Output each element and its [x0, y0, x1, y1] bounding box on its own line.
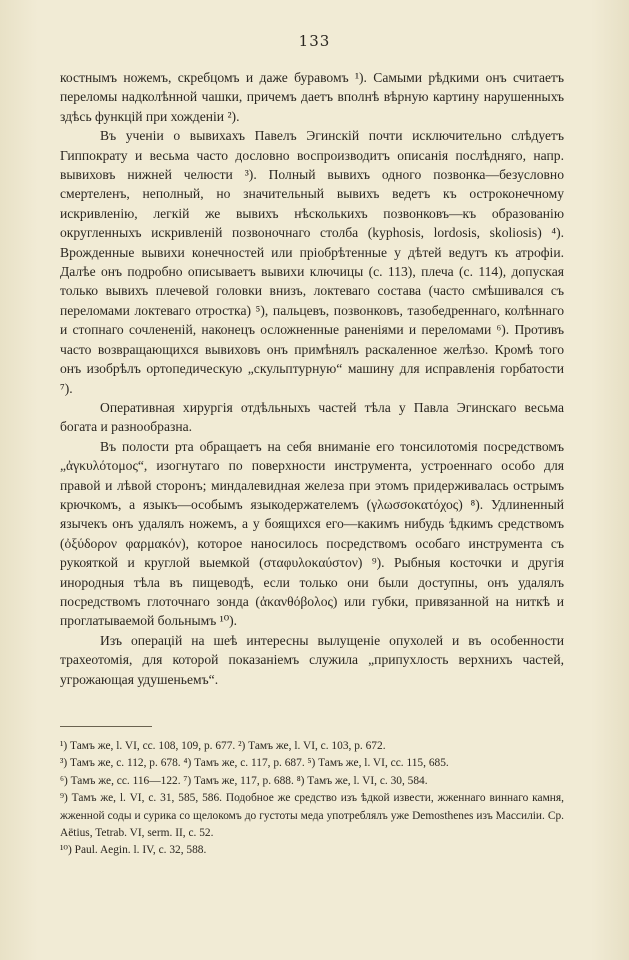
footnote-line: ⁹) Тамъ же, l. VI, c. 31, 585, 586. Подобное же средство изъ ѣдкой извести, жженнаго виннаго камня, жженной соды и сурика со щелокомъ до густоты меда употреблялъ уже Demosthenes изъ Массиліи. Ср. Aëtius, Tetrab. VI, serm. II, c. 52.	[60, 792, 564, 840]
paragraph-neck-operations: Изъ операцій на шеѣ интересны вылущеніе опухолей и въ особенности трахеотомія, для которой показаніемъ служила „припухлость верхнихъ частей, угрожающая удушеньемъ“.	[60, 632, 564, 687]
page-number: 133	[298, 32, 331, 50]
footnote-divider	[60, 726, 152, 727]
paragraph-operative-surgery: Оперативная хирургія отдѣльныхъ частей тѣла у Павла Эгинскаго весьма богата и разнообразна.	[60, 399, 564, 435]
footnote-line: ¹) Тамъ же, l. VI, cc. 108, 109, p. 677. ²) Тамъ же, l. VI, c. 103, p. 672.	[60, 740, 386, 752]
footnotes	[60, 738, 564, 860]
paragraph-mouth-cavity: Въ полости рта обращаетъ на себя вниманіе его тонсилотомія посредствомъ „ἀγκυλότομος“, изогнутаго по поверхности инструмента, устроеннаго особо для правой и лѣвой сторонъ; миндалевидная железа при этомъ придерживалась острымъ крючкомъ, а языкъ—особымъ языкодержателемъ (γλωσσοκατόχος) ⁸). Удлиненный язычекъ онъ удалялъ ножемъ, а у боящихся его—какимъ нибудь ѣдкимъ средствомъ (ὀξύδορον φαρμακόν), которое наносилось посредствомъ особаго инструмента съ рукояткой и круглой выемкой (σταφυλοκαύστον) ⁹). Рыбныя косточки и другія инородныя тѣла въ пищеводѣ, если только они были доступны, онъ удалялъ посредствомъ глоточнаго зонда (ἀκανθόβολος) или губки, привязанной на ниткѣ и проглатываемой больнымъ ¹⁰).	[60, 438, 564, 629]
footnote-line: ³) Тамъ же, c. 112, p. 678. ⁴) Тамъ же, c. 117, p. 687. ⁵) Тамъ же, l. VI, cc. 115, 685.	[60, 757, 449, 770]
body-text	[60, 68, 564, 689]
footnote-line: ⁶) Тамъ же, cc. 116—122. ⁷) Тамъ же, 117, p. 688. ⁸) Тамъ же, l. VI, c. 30, 584.	[60, 774, 428, 787]
paragraph-fractures: костнымъ ножемъ, скребцомъ и даже буравомъ ¹). Самыми рѣдкими онъ считаетъ переломы надколѣнной чашки, причемъ даетъ вполнѣ вѣрную картину нарушенныхъ здѣсь функцій при хожденіи ²).	[60, 70, 564, 124]
paragraph-dislocations: Въ ученіи о вывихахъ Павелъ Эгинскій почти исключительно слѣдуетъ Гиппократу и весьма часто дословно воспроизводитъ описанія послѣдняго, напр. вывиховъ нижней челюсти ³). Полный вывихъ одного позвонка—безусловно смертеленъ, неполный, но значительный вывихъ ведетъ къ остроконечному искривленію, легкій же вывихъ нѣсколькихъ позвонковъ—къ образованію округленныхъ искривленій позвоночнаго столба (kyphosis, lordosis, skoliosis) ⁴). Врожденные вывихи конечностей или пріобрѣтенные у дѣтей ведутъ къ атрофіи. Далѣе онъ подробно описываетъ вывихи ключицы (с. 113), плеча (с. 114), допуская только вывихъ плечевой головки внизъ, локтеваго состава (часто смѣшивался съ переломами локтеваго отростка) ⁵), пальцевъ, позвонковъ, тазобедреннаго, колѣннаго и стопнаго сочлененій, наконецъ осложненные раненіями и переломами ⁶). Противъ часто возвращающихся вывиховъ онъ примѣнялъ раскаленное желѣзо. Кромѣ того онъ изобрѣлъ ортопедическую „скульптурную“ машину для исправленія горбатости ⁷).	[60, 128, 564, 396]
footnote-line: ¹⁰) Paul. Aegin. l. IV, c. 32, 588.	[60, 844, 207, 857]
